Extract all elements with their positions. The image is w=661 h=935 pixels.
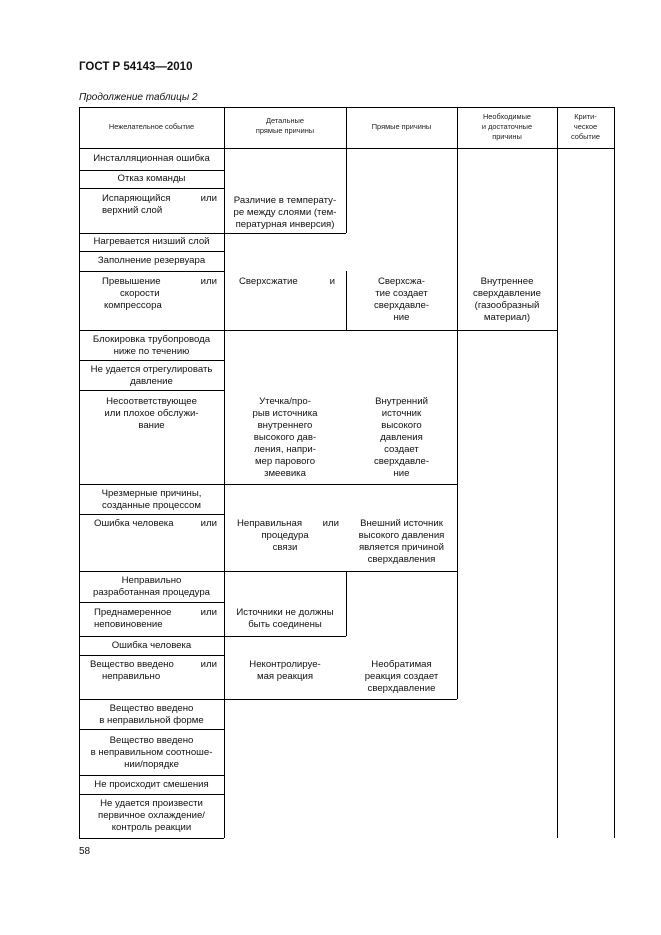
direct-external-source-pressure: Внешний источник высокого давления является причиной сверхдавления — [358, 518, 445, 565]
cause-wrong-procedure: Неправильная или процедура связи — [237, 518, 339, 553]
row-separator — [79, 775, 224, 776]
row-separator — [79, 251, 224, 252]
event-installation-error: Инсталляционная ошибка — [93, 153, 210, 164]
cause-box-border — [457, 330, 557, 331]
cause-box-border — [457, 148, 458, 699]
event-substance-introduced-wrong: Вещество введено или неправильно — [90, 659, 217, 682]
cause-box-border — [346, 148, 347, 233]
row-separator — [79, 794, 224, 795]
event-no-mixing: Не происходит смешения — [94, 779, 209, 790]
direct-internal-source-pressure-text: Внутренний источник высокого давления создает сверхдавле- ние — [373, 396, 430, 479]
event-downstream-blockage: Блокировка трубопровода ниже по течению — [92, 334, 211, 357]
table-right-border — [614, 107, 615, 838]
document-title: ГОСТ Р 54143—2010 — [79, 61, 193, 73]
row-separator — [79, 271, 224, 272]
cause-box-border — [224, 571, 457, 572]
event-pressure-regulation-failure: Не удается отрегулировать давление — [90, 364, 213, 387]
event-compressor-overspeed: Превышение или скорости компрессора — [102, 276, 217, 311]
row-separator — [79, 636, 346, 637]
cause-uncontrolled-reaction: Неконтролируе- мая реакция — [249, 659, 321, 682]
header-direct-causes: Прямые причины — [371, 122, 432, 131]
row-separator — [79, 390, 224, 391]
row-separator — [79, 729, 224, 730]
row-separator — [79, 838, 224, 839]
row-separator — [79, 330, 457, 331]
header-detailed-causes: Детальные прямые причины — [255, 116, 315, 135]
necessary-internal-overpressure: Внутреннее сверхдавление (газообразный материал) — [473, 276, 541, 323]
cause-overcompression: Сверхсжатие и — [239, 276, 335, 287]
event-command-failure: Отказ команды — [117, 173, 186, 184]
row-separator — [79, 514, 224, 515]
event-human-error-2: Ошибка человека — [111, 640, 192, 651]
row-separator — [79, 655, 224, 656]
header-critical-event: Крити- ческое событие — [570, 112, 601, 141]
header-undesired-event: Нежелательное событие — [108, 122, 195, 131]
event-substance-wrong-form: Вещество введено в неправильной форме — [99, 703, 204, 726]
table-continuation-label: Продолжение таблицы 2 — [79, 92, 198, 103]
event-evaporating-top-layer: Испаряющийся или верхний слой — [102, 193, 217, 216]
row-separator — [79, 188, 224, 189]
row-separator — [79, 602, 224, 603]
row-separator — [79, 484, 457, 485]
cause-sources-not-connected: Источники не должны быть соединены — [236, 607, 334, 630]
event-deliberate-disobedience: Преднамеренное или неповиновение — [94, 607, 217, 630]
cause-box-border — [224, 233, 346, 234]
header-necessary-causes: Необходимые и достаточные причины — [481, 112, 533, 141]
cause-box-border — [346, 571, 347, 636]
col-divider-4 — [557, 107, 558, 838]
event-excessive-process-causes: Чрезмерные причины, созданные процессом — [101, 488, 202, 511]
page-number: 58 — [79, 846, 91, 857]
event-lower-layer-heats: Нагревается низший слой — [93, 236, 210, 247]
event-tank-filling: Заполнение резервуара — [97, 255, 206, 266]
cause-internal-source-leak: Утечка/про- рыв источника внутреннего высокого дав- ления, напри- мер парового змеевика — [252, 396, 318, 479]
row-separator — [79, 233, 224, 234]
direct-overcompression-pressure: Сверхсжа- тие создает сверхдавле- ние — [373, 276, 430, 323]
event-cooling-control-failure: Не удается произвести первичное охлаждение/ контроль реакции — [98, 798, 205, 833]
event-poor-maintenance: Несоответствующее или плохое обслужи- вание — [104, 396, 199, 431]
cause-box-border — [224, 148, 225, 838]
direct-irreversible-reaction: Необратимая реакция создает сверхдавление — [364, 659, 439, 694]
event-badly-designed-procedure: Неправильно разработанная процедура — [92, 575, 210, 598]
event-human-error: Ошибка человека или — [94, 518, 217, 529]
cause-temperature-inversion: Различие в температу- ре между слоями (тем- пературная инверсия) — [233, 195, 337, 230]
row-separator — [79, 360, 224, 361]
row-separator — [79, 170, 224, 171]
event-substance-wrong-ratio: Вещество введено в неправильном соотноше- нии/порядке — [90, 735, 213, 770]
row-separator — [79, 699, 457, 700]
